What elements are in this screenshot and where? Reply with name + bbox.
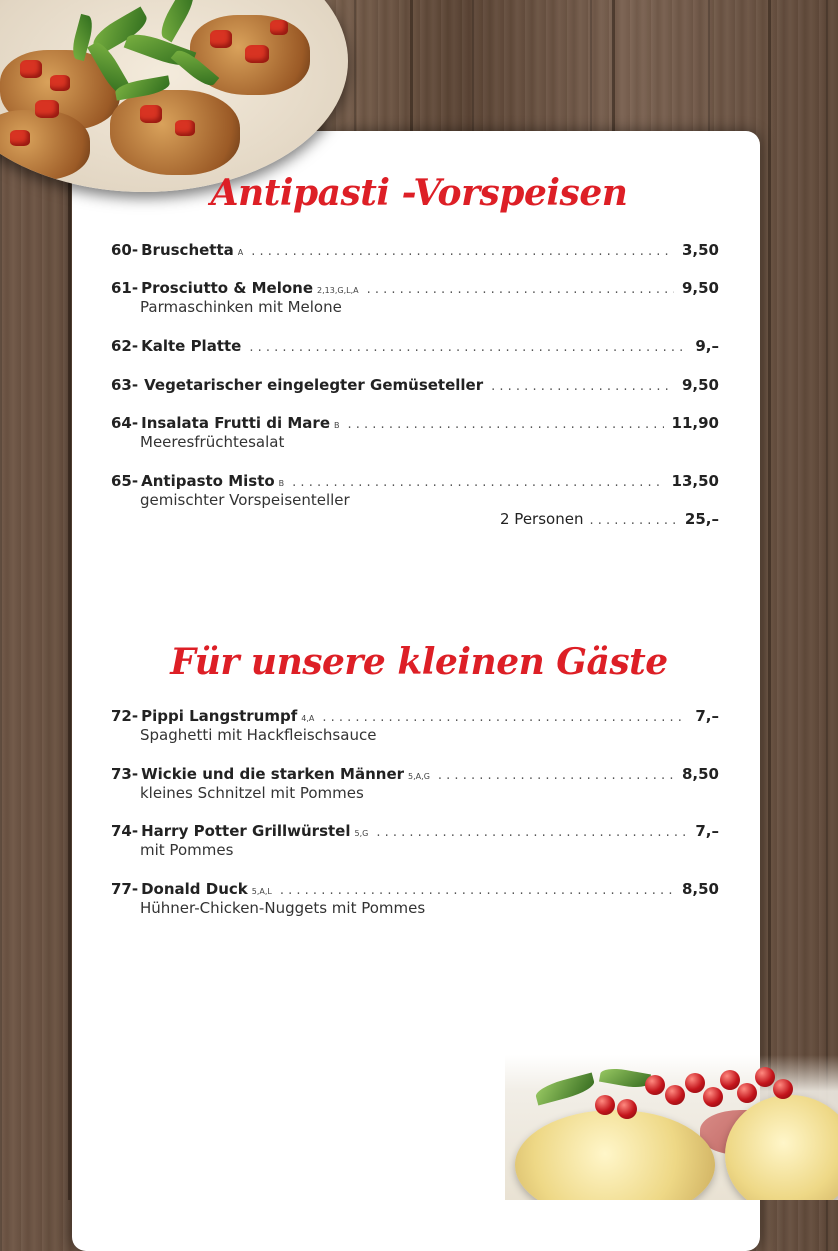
dot-leader <box>367 282 674 297</box>
item-name: Insalata Frutti di Mare <box>141 414 330 432</box>
raclette-photo <box>505 1055 838 1200</box>
menu-item <box>111 822 719 859</box>
item-name: Kalte Platte <box>141 337 242 355</box>
dot-leader <box>280 883 674 898</box>
item-name: Harry Potter Grillwürstel <box>141 822 351 840</box>
item-price: 7,– <box>695 822 719 840</box>
menu-item <box>111 707 719 744</box>
extra-label: 2 Personen <box>500 510 584 528</box>
item-allergens: 5,A,G <box>408 772 430 781</box>
item-description: mit Pommes <box>140 841 234 859</box>
item-description: gemischter Vorspeisenteller <box>140 491 350 509</box>
item-name: Vegetarischer eingelegter Gemüseteller <box>144 376 484 394</box>
menu-item <box>111 241 719 259</box>
item-allergens: B <box>334 421 340 430</box>
item-number: 63- <box>111 376 139 394</box>
dot-leader <box>292 475 663 490</box>
item-allergens: B <box>278 479 285 488</box>
item-name: Wickie und die starken Männer <box>141 765 405 783</box>
dot-leader <box>438 768 674 783</box>
item-price: 3,50 <box>681 241 719 259</box>
menu-item <box>111 279 719 316</box>
dot-leader <box>251 244 674 259</box>
menu-item <box>111 376 719 394</box>
item-number: 62- <box>111 337 139 355</box>
menu-item <box>111 880 719 917</box>
item-number: 64- <box>111 414 139 432</box>
section-title-antipasti: Antipasti -Vorspeisen <box>210 172 628 214</box>
item-price: 9,50 <box>681 376 719 394</box>
item-description: Meeresfrüchtesalat <box>140 433 285 451</box>
item-price: 8,50 <box>681 880 719 898</box>
item-name: Donald Duck <box>141 880 248 898</box>
item-number: 60- <box>111 241 139 259</box>
dot-leader <box>249 340 687 355</box>
item-name: Bruschetta <box>141 241 234 259</box>
item-number: 72- <box>111 707 139 725</box>
menu-item <box>111 414 719 451</box>
item-allergens: A <box>237 248 244 257</box>
item-price: 11,90 <box>671 414 719 432</box>
item-number: 73- <box>111 765 139 783</box>
item-allergens: 4,A <box>301 714 315 723</box>
dot-leader <box>322 710 687 725</box>
item-price: 13,50 <box>671 472 719 490</box>
item-price: 9,50 <box>681 279 719 297</box>
item-price: 7,– <box>695 707 719 725</box>
item-price: 8,50 <box>681 765 719 783</box>
extra-price: 25,– <box>684 510 719 528</box>
menu-item <box>111 472 719 509</box>
dot-leader <box>491 379 674 394</box>
menu-item <box>111 337 719 355</box>
dot-leader <box>348 417 664 432</box>
item-number: 65- <box>111 472 139 490</box>
item-number: 77- <box>111 880 139 898</box>
item-allergens: 2,13,G,L,A <box>317 286 359 295</box>
item-description: Hühner-Chicken-Nuggets mit Pommes <box>140 899 426 917</box>
menu-item <box>111 765 719 802</box>
item-allergens: 5,G <box>354 829 369 838</box>
item-number: 61- <box>111 279 139 297</box>
item-description: Parmaschinken mit Melone <box>140 298 342 316</box>
dot-leader <box>376 825 687 840</box>
item-name: Pippi Langstrumpf <box>141 707 298 725</box>
item-number: 74- <box>111 822 139 840</box>
item-name: Antipasto Misto <box>141 472 275 490</box>
item-price: 9,– <box>695 337 719 355</box>
item-name: Prosciutto & Melone <box>141 279 314 297</box>
menu-item-extra <box>500 510 719 528</box>
item-allergens: 5,A,L <box>251 887 272 896</box>
section-title-kids: Für unsere kleinen Gäste <box>170 641 668 683</box>
item-description: Spaghetti mit Hackfleischsauce <box>140 726 377 744</box>
dot-leader <box>589 513 678 528</box>
item-description: kleines Schnitzel mit Pommes <box>140 784 364 802</box>
